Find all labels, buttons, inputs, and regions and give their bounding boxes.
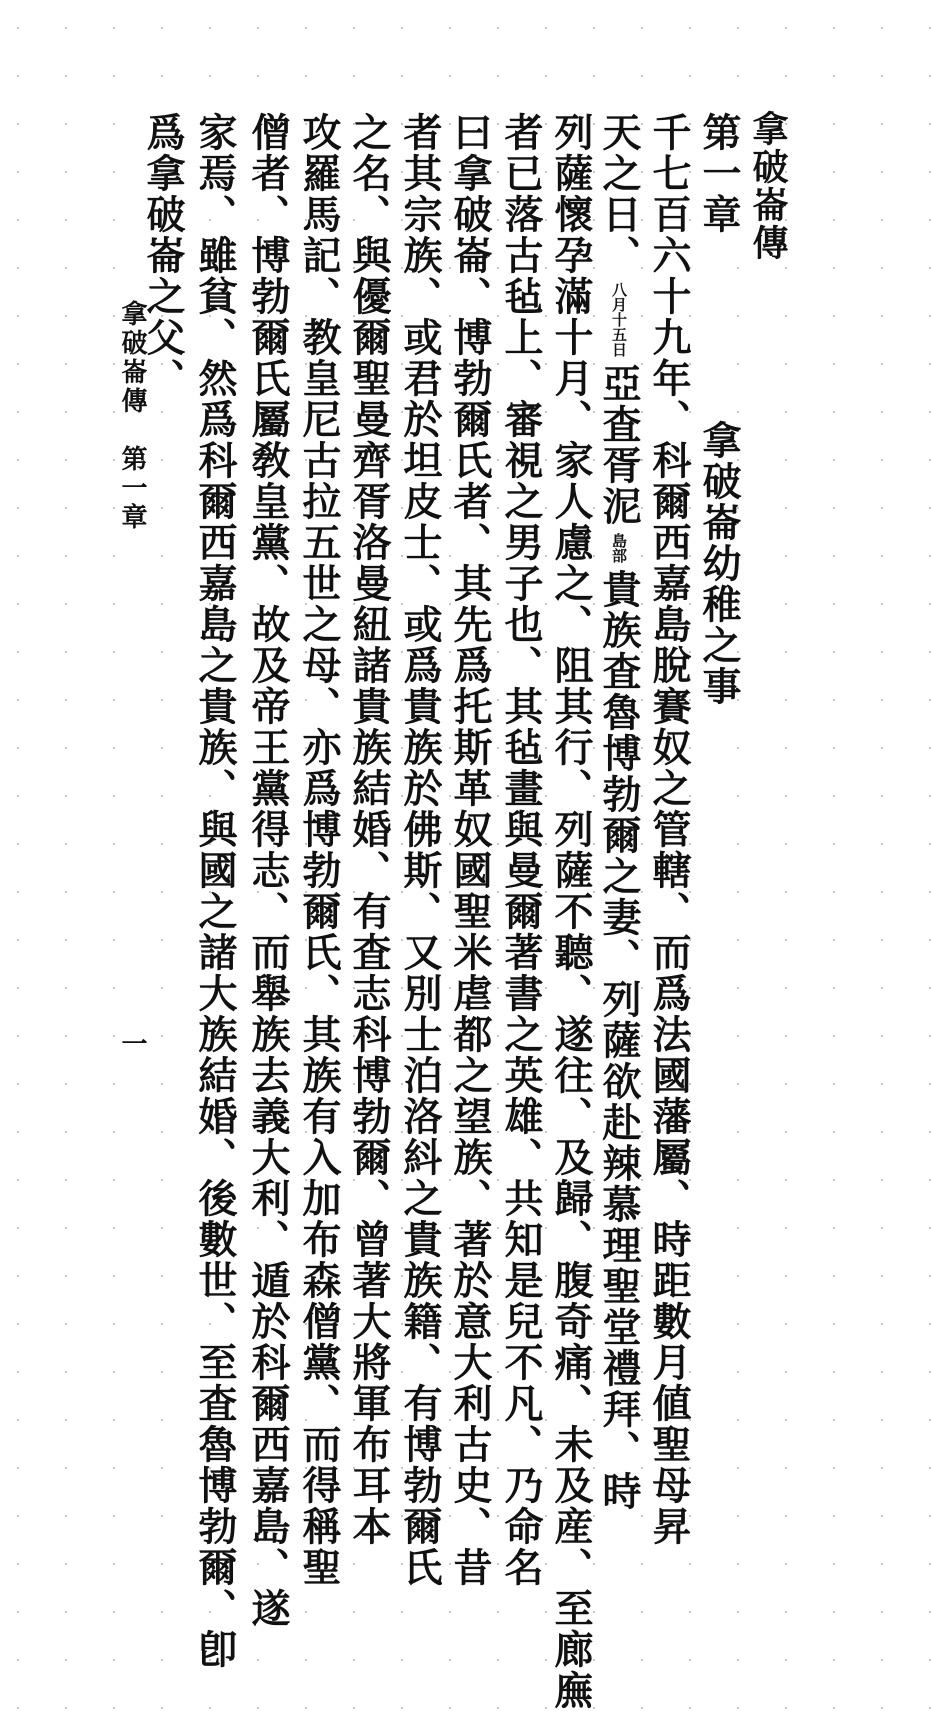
text-line-7: 之名、與優爾聖曼齊胥洛曼紐諸貴族結婚、有査志科博勃爾、曾著大將軍布耳本 <box>346 112 392 1547</box>
running-head: 拿破崙傳 第一章 <box>117 300 147 532</box>
text-line-8: 攻羅馬記、教皇尼古拉五世之母、亦爲博勃爾氏、其族有入加布森僧黨、而得稱聖 <box>296 112 342 1588</box>
text-segment: 亞査胥泥 <box>596 363 642 527</box>
text-segment: 貴族査魯博勃爾之妻、列薩欲赴辣慕理聖堂禮拜、時 <box>596 569 642 1512</box>
text-line-5: 曰拿破崙、博勃爾氏者、其先爲托斯革奴國聖米虐都之望族、著於意大利古史、昔 <box>447 112 493 1588</box>
text-line-2 <box>597 112 641 1512</box>
text-line-3: 列薩懷孕滿十月、家人慮之、阻其行、列薩不聽、遂往、及歸、腹奇痛、未及産、至廊廡 <box>548 112 594 1711</box>
text-segment: 天之日、 <box>596 112 642 276</box>
chapter-title: 拿破崙幼稚之事 <box>696 420 742 707</box>
chapter-number: 第一章 <box>696 112 742 235</box>
text-line-10: 家焉、雖貧、然爲科爾西嘉島之貴族、與國之諸大族結婚、後數世、至査魯博勃爾、卽 <box>192 112 238 1670</box>
book-title: 拿破崙傳 <box>747 110 789 262</box>
text-line-11: 爲拿破崙之父、 <box>140 112 186 399</box>
place-annotation: 島部 <box>610 533 628 563</box>
text-line-9: 僧者、博勃爾氏屬敎皇黨、故及帝王黨得志、而舉族去義大利、遁於科爾西嘉島、遂 <box>245 112 291 1629</box>
date-annotation: 八月十五日 <box>610 282 628 357</box>
text-line-1: 千七百六十九年、科爾西嘉島脫賽奴之管轄、而爲法國藩屬、時距數月値聖母昇 <box>646 112 692 1547</box>
text-line-6: 者其宗族、或君於坦皮士、或爲貴族於佛斯、又別士泊洛紏之貴族籍、有博勃爾氏 <box>397 112 443 1588</box>
page-number: 一 <box>117 1030 147 1059</box>
text-line-4: 者已落古毡上、審視之男子也、其毡畫與曼爾著書之英雄、共知是兒不凡、乃命名 <box>498 112 544 1588</box>
